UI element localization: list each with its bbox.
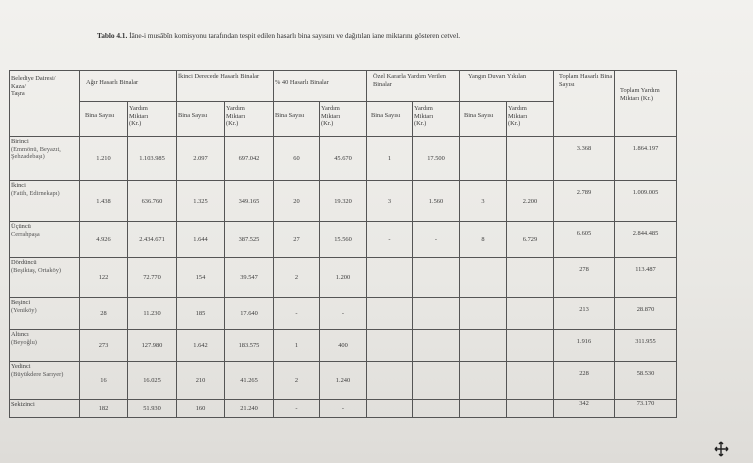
aid-line2: Miktarı — [226, 112, 246, 120]
district-areas: (Emmönü, Beyazıt, Şehzadebaşı) — [11, 145, 61, 161]
value-cell — [367, 362, 413, 400]
subheader-building-count: Bina Sayısı — [367, 102, 413, 137]
value-cell — [460, 298, 507, 330]
subheader-aid-amount — [507, 102, 554, 137]
value-cell: - — [413, 222, 460, 258]
aid-line2: Miktarı — [321, 112, 341, 120]
value-cell — [413, 298, 460, 330]
value-cell: 17.640 — [225, 298, 274, 330]
total-cell: 213 — [554, 298, 615, 330]
district-areas: (Beşiktaş, Ortaköy) — [11, 266, 62, 274]
district-areas: (Yeniköy) — [11, 306, 37, 314]
damage-aid-table — [9, 70, 677, 418]
district-cell — [10, 258, 80, 298]
value-cell — [507, 137, 554, 181]
value-cell: 183.575 — [225, 330, 274, 362]
header-district-line1: Belediye Dairesi/ — [11, 75, 56, 82]
header-second-degree: İkinci Derecede Hasarlı Binalar — [177, 71, 274, 102]
total-cell: 228 — [554, 362, 615, 400]
value-cell: - — [274, 400, 320, 418]
total-cell: 6.605 — [554, 222, 615, 258]
district-cell — [10, 181, 80, 222]
value-cell — [460, 258, 507, 298]
value-cell: 1.240 — [320, 362, 367, 400]
value-cell: 400 — [320, 330, 367, 362]
value-cell: 16 — [80, 362, 128, 400]
value-cell: 51.930 — [128, 400, 177, 418]
aid-line3: (Kr.) — [129, 120, 142, 127]
subheader-aid-amount — [320, 102, 367, 137]
value-cell: 28 — [80, 298, 128, 330]
total-cell: 2.789 — [554, 181, 615, 222]
aid-line1: Yardım — [129, 105, 148, 112]
total-cell: 1.916 — [554, 330, 615, 362]
value-cell — [413, 362, 460, 400]
subheader-aid-amount — [413, 102, 460, 137]
total-cell: 1.009.005 — [615, 181, 677, 222]
value-cell: 1.325 — [177, 181, 225, 222]
total-cell: 3.368 — [554, 137, 615, 181]
total-cell: 113.487 — [615, 258, 677, 298]
total-cell: 2.844.485 — [615, 222, 677, 258]
value-cell — [507, 400, 554, 418]
district-cell — [10, 222, 80, 258]
aid-line3: (Kr.) — [321, 120, 334, 127]
aid-line2: Miktarı — [508, 112, 528, 120]
district-cell — [10, 400, 80, 418]
value-cell: 1.642 — [177, 330, 225, 362]
subheader-building-count: Bina Sayısı — [177, 102, 225, 137]
value-cell: 1.210 — [80, 137, 128, 181]
value-cell: 21.240 — [225, 400, 274, 418]
district-name: Altıncı — [11, 331, 29, 338]
district-areas: Cerrahpaşa — [11, 230, 40, 238]
table-row — [10, 362, 677, 400]
subheader-building-count: Bina Sayısı — [80, 102, 128, 137]
value-cell — [367, 330, 413, 362]
value-cell: 2 — [274, 362, 320, 400]
value-cell — [507, 298, 554, 330]
value-cell — [507, 330, 554, 362]
total-cell: 278 — [554, 258, 615, 298]
total-cell: 73.170 — [615, 400, 677, 418]
subheader-building-count: Bina Sayısı — [274, 102, 320, 137]
value-cell — [367, 298, 413, 330]
value-cell: 127.980 — [128, 330, 177, 362]
subheader-building-count: Bina Sayısı — [460, 102, 507, 137]
value-cell: 4.926 — [80, 222, 128, 258]
district-name: Dördüncü — [11, 259, 37, 266]
header-total-aid: Toplam Yardım Miktarı (Kr.) — [615, 71, 677, 137]
subheader-aid-amount — [128, 102, 177, 137]
total-cell: 28.870 — [615, 298, 677, 330]
value-cell: 3 — [367, 181, 413, 222]
aid-line1: Yardım — [226, 105, 245, 112]
value-cell: 2.434.671 — [128, 222, 177, 258]
table-row — [10, 222, 677, 258]
district-name: Üçüncü — [11, 223, 31, 230]
value-cell: 1.103.985 — [128, 137, 177, 181]
value-cell: 1 — [274, 330, 320, 362]
value-cell: - — [320, 298, 367, 330]
value-cell: 1.560 — [413, 181, 460, 222]
district-areas: (Fatih, Edirnekapı) — [11, 189, 60, 197]
value-cell: 3 — [460, 181, 507, 222]
aid-line1: Yardım — [508, 105, 527, 112]
value-cell: 273 — [80, 330, 128, 362]
district-name: Birinci — [11, 138, 29, 145]
district-name: Yedinci — [11, 363, 31, 370]
value-cell — [460, 400, 507, 418]
total-cell: 311.955 — [615, 330, 677, 362]
value-cell: 636.760 — [128, 181, 177, 222]
total-cell: 58.530 — [615, 362, 677, 400]
value-cell: 160 — [177, 400, 225, 418]
table-number: Tablo 4.1. — [97, 31, 128, 40]
value-cell — [367, 400, 413, 418]
district-name: Sekizinci — [11, 401, 35, 408]
value-cell: 2.200 — [507, 181, 554, 222]
value-cell: 2 — [274, 258, 320, 298]
value-cell — [460, 137, 507, 181]
aid-line3: (Kr.) — [508, 120, 521, 127]
header-district-line3: Taşra — [11, 90, 25, 97]
district-cell — [10, 298, 80, 330]
table-row — [10, 137, 677, 181]
value-cell: 41.265 — [225, 362, 274, 400]
total-cell: 342 — [554, 400, 615, 418]
value-cell — [460, 362, 507, 400]
table-row — [10, 400, 677, 418]
value-cell: 1.200 — [320, 258, 367, 298]
value-cell: 387.525 — [225, 222, 274, 258]
value-cell: 210 — [177, 362, 225, 400]
aid-line3: (Kr.) — [414, 120, 427, 127]
district-cell — [10, 137, 80, 181]
value-cell — [413, 330, 460, 362]
value-cell: 697.042 — [225, 137, 274, 181]
table-caption — [97, 31, 460, 40]
header-district-line2: Kaza/ — [11, 82, 26, 90]
value-cell: 185 — [177, 298, 225, 330]
value-cell — [507, 258, 554, 298]
value-cell: 2.097 — [177, 137, 225, 181]
subheader-aid-amount — [225, 102, 274, 137]
district-areas: (Beyoğlu) — [11, 338, 37, 346]
header-heavy-damage: Ağır Hasarlı Binalar — [80, 71, 177, 102]
header-forty-percent: % 40 Hasarlı Binalar — [274, 71, 367, 102]
value-cell: 6.729 — [507, 222, 554, 258]
aid-line2: Miktarı — [129, 112, 149, 120]
aid-line2: Miktarı — [414, 112, 434, 120]
table-row — [10, 258, 677, 298]
value-cell — [507, 362, 554, 400]
value-cell: 60 — [274, 137, 320, 181]
aid-line1: Yardım — [414, 105, 433, 112]
value-cell: 154 — [177, 258, 225, 298]
value-cell — [367, 258, 413, 298]
table-row — [10, 330, 677, 362]
district-areas: (Büyükdere Sarıyer) — [11, 370, 64, 378]
aid-line1: Yardım — [321, 105, 340, 112]
value-cell: 349.165 — [225, 181, 274, 222]
value-cell: - — [274, 298, 320, 330]
header-special-decision: Özel Kararla Yardım Verilen Binalar — [367, 71, 460, 102]
district-cell — [10, 330, 80, 362]
value-cell: 17.500 — [413, 137, 460, 181]
value-cell: 122 — [80, 258, 128, 298]
total-cell: 1.864.197 — [615, 137, 677, 181]
value-cell: 1.438 — [80, 181, 128, 222]
table-row — [10, 181, 677, 222]
value-cell — [413, 400, 460, 418]
value-cell: 20 — [274, 181, 320, 222]
value-cell: 39.547 — [225, 258, 274, 298]
value-cell: 1.644 — [177, 222, 225, 258]
value-cell: - — [320, 400, 367, 418]
mouse-cursor-icon — [712, 440, 732, 460]
value-cell: 182 — [80, 400, 128, 418]
district-cell — [10, 362, 80, 400]
header-district — [10, 71, 80, 137]
value-cell — [413, 258, 460, 298]
value-cell: 72.770 — [128, 258, 177, 298]
value-cell: - — [367, 222, 413, 258]
value-cell — [460, 330, 507, 362]
value-cell: 19.320 — [320, 181, 367, 222]
district-name: Beşinci — [11, 299, 31, 306]
value-cell: 16.025 — [128, 362, 177, 400]
header-fire-wall: Yangın Duvarı Yıkılan — [460, 71, 554, 102]
table-title: İâne-i musâbîn komisyonu tarafından tespit edilen hasarlı bina sayısını ve dağıtılan iane miktarını gösteren cetvel. — [129, 31, 461, 40]
table-body — [10, 137, 677, 418]
value-cell: 15.560 — [320, 222, 367, 258]
aid-line3: (Kr.) — [226, 120, 239, 127]
value-cell: 27 — [274, 222, 320, 258]
value-cell: 45.670 — [320, 137, 367, 181]
header-total-buildings: Toplam Hasarlı Bina Sayısı — [554, 71, 615, 137]
value-cell: 1 — [367, 137, 413, 181]
value-cell: 8 — [460, 222, 507, 258]
value-cell: 11.230 — [128, 298, 177, 330]
table-row — [10, 298, 677, 330]
district-name: İkinci — [11, 182, 26, 189]
